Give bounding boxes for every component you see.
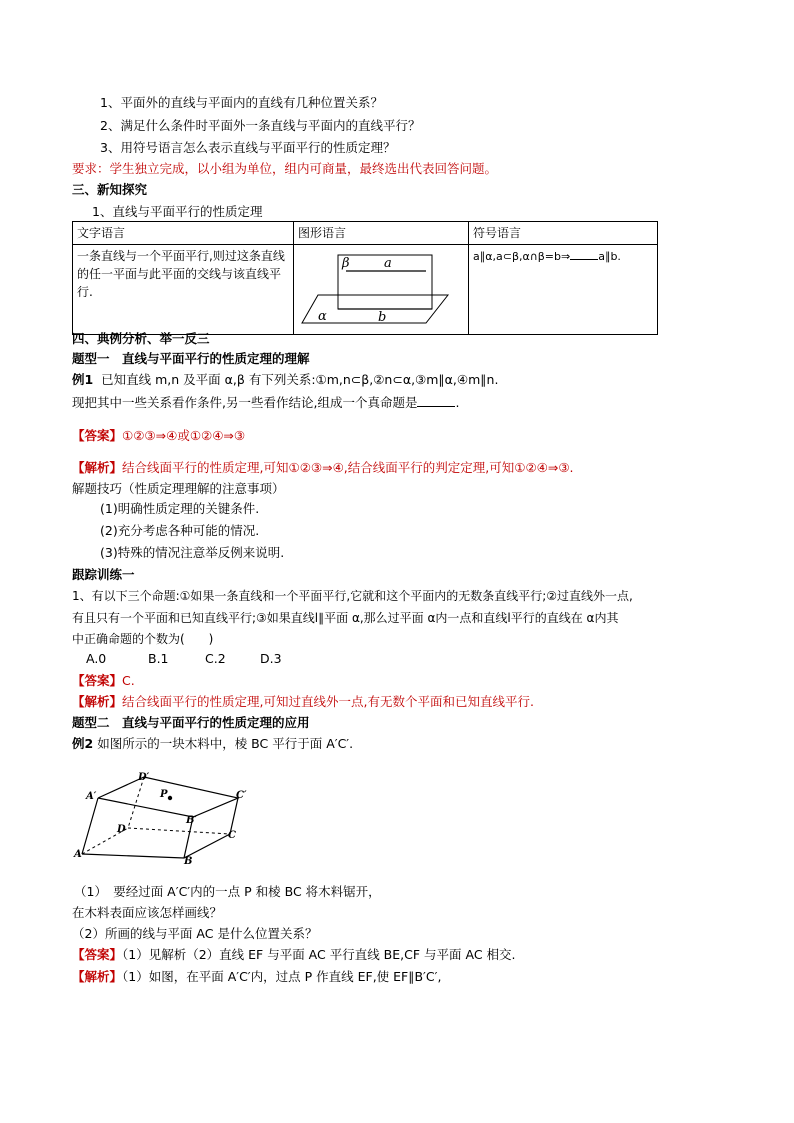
ex1-blank (417, 394, 455, 407)
ex2-answer (72, 946, 516, 964)
planes-figure (298, 247, 458, 327)
ex1-analysis-text: 结合线面平行的性质定理,可知①②③⇒④,结合线面平行的判定定理,可知①②④⇒③. (122, 460, 574, 475)
option-d: D.3 (260, 651, 282, 666)
header-figure-lang: 图形语言 (294, 222, 469, 245)
answer-tag: 【答案】 (72, 673, 123, 688)
symbol-prefix: a∥α,a⊂β,α∩β=b⇒ (473, 250, 571, 263)
answer-tag: 【答案】 (72, 428, 123, 443)
ex2-q1b: 在木料表面应该怎样画线？ (72, 905, 223, 920)
label-C: C (228, 830, 236, 841)
ex2-text: 如图所示的一块木料中，棱 BC 平行于面 A′C′. (97, 736, 354, 751)
tips-title: 解题技巧（性质定理理解的注意事项） (72, 481, 285, 496)
wood-block-figure (72, 768, 252, 868)
header-text-lang: 文字语言 (73, 222, 294, 245)
label-A1: A′ (86, 791, 97, 802)
question-1: 1、平面外的直线与平面内的直线有几种位置关系？ (100, 95, 383, 110)
follow1-analysis (72, 693, 534, 711)
alpha-label: α (318, 309, 327, 324)
ex1-label: 例1 (72, 372, 94, 387)
theorem-title: 1、直线与平面平行的性质定理 (92, 204, 263, 219)
a-label: a (384, 256, 392, 271)
label-D: D (117, 824, 126, 835)
section4-title: 四、典例分析、举一反三 (72, 331, 210, 346)
header-symbol-lang: 符号语言 (469, 222, 658, 245)
ex2-q1a: （1） 要经过面 A′C′内的一点 P 和棱 BC 将木料锯开， (74, 884, 381, 899)
label-C1: C′ (236, 790, 247, 801)
ex1-text2: 现把其中一些关系看作条件,另一些看作结论,组成一个真命题是 (72, 395, 418, 410)
tip-1: (1)明确性质定理的关键条件. (100, 501, 260, 516)
symbol-suffix: a∥b. (598, 250, 621, 263)
analysis-tag: 【解析】 (72, 969, 123, 984)
answer-tag: 【答案】 (72, 947, 123, 962)
ex1-answer-text: ①②③⇒④或①②④⇒③ (122, 428, 246, 443)
type2-title: 题型二 直线与平面平行的性质定理的应用 (72, 715, 310, 730)
ex2-line (72, 735, 353, 753)
ex2-answer-text: （1）见解析（2）直线 EF 与平面 AC 平行直线 BE,CF 与平面 AC 相交. (122, 947, 516, 962)
label-D1: D′ (138, 772, 150, 783)
b-label: b (378, 310, 387, 325)
text-lang-cell: 一条直线与一个平面平行,则过这条直线的任一平面与此平面的交线与该直线平行. (73, 245, 294, 335)
follow1-analysis-text: 结合线面平行的性质定理,可知过直线外一点,有无数个平面和已知直线平行. (122, 694, 534, 709)
follow1-answer-text: C. (122, 673, 135, 688)
question-3: 3、用符号语言怎么表示直线与平面平行的性质定理？ (100, 140, 396, 155)
label-B1: B′ (186, 815, 198, 826)
ex1-text: 已知直线 m,n 及平面 α,β 有下列关系:①m,n⊂β,②n⊂α,③m∥α,④m∥n. (101, 372, 499, 387)
follow1-line2: 有且只有一个平面和已知直线平行;③如果直线l∥平面 α,那么过平面 α内一点和直线l平行的直线在 α内其 (72, 611, 619, 625)
follow1-line1: 1、有以下三个命题:①如果一条直线和一个平面平行,它就和这个平面内的无数条直线平行;②过直线外一点, (72, 589, 633, 603)
tip-3: (3)特殊的情况注意举反例来说明. (100, 545, 285, 560)
ex1-analysis (72, 459, 574, 477)
follow1-line3: 中正确命题的个数为( ) (72, 632, 214, 646)
tip-2: (2)充分考虑各种可能的情况. (100, 523, 260, 538)
option-c: C.2 (205, 651, 226, 666)
ex2-label: 例2 (72, 736, 94, 751)
type1-title: 题型一 直线与平面平行的性质定理的理解 (72, 351, 310, 366)
analysis-tag: 【解析】 (72, 694, 123, 709)
symbol-blank (570, 247, 598, 260)
follow1-title: 跟踪训练一 (72, 567, 135, 582)
symbol-lang-cell (469, 245, 658, 335)
label-P: P (160, 789, 168, 800)
section3-title: 三、新知探究 (72, 182, 148, 197)
beta-label: β (342, 256, 350, 271)
ex2-analysis-text: （1）如图，在平面 A′C′内，过点 P 作直线 EF,使 EF∥B′C′, (122, 969, 442, 984)
follow1-answer (72, 672, 135, 690)
theorem-table (72, 221, 658, 335)
ex1-line1 (72, 371, 498, 389)
analysis-tag: 【解析】 (72, 460, 123, 475)
ex2-q2: （2）所画的线与平面 AC 是什么位置关系？ (72, 926, 318, 941)
ex1-line2 (72, 394, 459, 412)
ex1-text2-end: . (455, 395, 460, 410)
ex2-analysis (72, 968, 441, 986)
label-B: B (184, 856, 193, 867)
requirement: 要求：学生独立完成，以小组为单位，组内可商量，最终选出代表回答问题。 (72, 161, 498, 176)
figure-cell (294, 245, 469, 335)
ex1-answer (72, 427, 245, 445)
label-A: A (74, 849, 82, 860)
question-2: 2、满足什么条件时平面外一条直线与平面内的直线平行？ (100, 118, 421, 133)
option-b: B.1 (148, 651, 169, 666)
option-a: A.0 (86, 651, 107, 666)
